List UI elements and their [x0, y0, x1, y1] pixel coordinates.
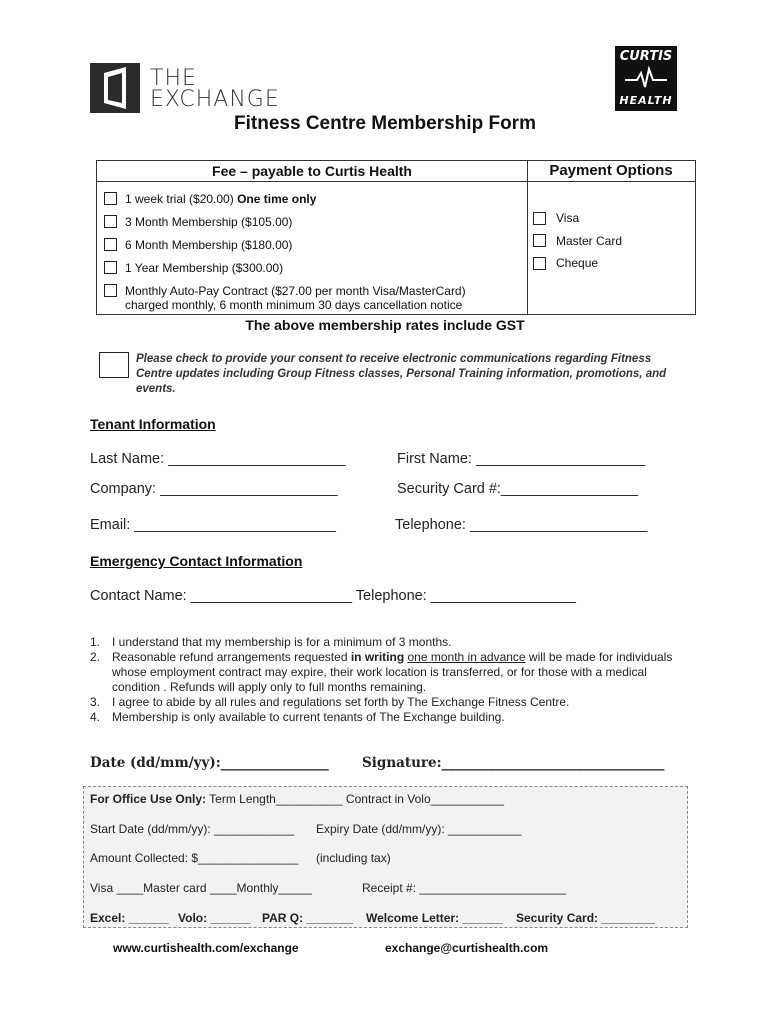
last-name-field[interactable]: Last Name: ______________________	[90, 451, 346, 467]
telephone-field[interactable]: Telephone: ______________________	[395, 517, 648, 533]
exchange-logo-line2: EXCHANGE	[150, 87, 280, 112]
curtis-logo-line2: HEALTH	[619, 94, 673, 107]
table-divider	[527, 181, 528, 314]
curtis-health-logo	[615, 46, 677, 111]
3-month-checkbox[interactable]	[104, 215, 117, 228]
exchange-logo-mark-icon	[90, 63, 140, 113]
exchange-logo-line1: THE	[150, 66, 197, 91]
list-item: 3. I agree to abide by all rules and regulations set forth by The Exchange Fitness Centre.	[90, 695, 570, 709]
including-tax-label: (including tax)	[316, 851, 391, 865]
fee-header: Fee – payable to Curtis Health	[97, 161, 528, 182]
amount-collected-field[interactable]: Amount Collected: $_______________	[90, 851, 299, 865]
consent-checkbox[interactable]	[99, 352, 129, 378]
mastercard-option-label: Master Card	[556, 234, 623, 248]
date-field[interactable]: Date (dd/mm/yy):________________	[90, 755, 329, 771]
footer-email-link[interactable]: exchange@curtishealth.com	[385, 941, 549, 955]
heartbeat-icon	[625, 65, 667, 91]
terms-list	[90, 635, 690, 725]
par-q-field[interactable]: PAR Q: _______	[262, 911, 354, 925]
welcome-letter-field[interactable]: Welcome Letter: ______	[366, 911, 503, 925]
email-field[interactable]: Email: _________________________	[90, 517, 336, 533]
trial-option-label: 1 week trial ($20.00) One time only	[125, 192, 317, 206]
list-item: 2. Reasonable refund arrangements requested in writing one month in advance will be made for individuals whose employment contract may expire, their work location is transferred, or for those with a medical condition . Refunds will apply only to full months remaining.	[90, 650, 673, 694]
6-month-checkbox[interactable]	[104, 238, 117, 251]
gst-note: The above membership rates include GST	[245, 317, 525, 333]
office-row-term: For Office Use Only: Term Length__________ Contract in Volo___________	[90, 792, 505, 806]
form-title: Fitness Centre Membership Form	[234, 113, 536, 134]
company-field[interactable]: Company: ______________________	[90, 481, 338, 497]
auto-pay-option-label: Monthly Auto-Pay Contract ($27.00 per month Visa/MasterCard) charged monthly, 6 month minimum 30 days cancellation notice	[125, 284, 466, 312]
expiry-date-field[interactable]: Expiry Date (dd/mm/yy): ___________	[316, 822, 522, 836]
security-card-field[interactable]: Security Card #:_________________	[397, 481, 639, 497]
payment-options-header: Payment Options	[527, 161, 695, 182]
list-item: 1. I understand that my membership is for a minimum of 3 months.	[90, 635, 452, 649]
visa-option-label: Visa	[556, 211, 580, 225]
fee-table	[96, 160, 696, 315]
cheque-option-label: Cheque	[556, 256, 599, 270]
excel-field[interactable]: Excel: ______	[90, 911, 169, 925]
consent-text: Please check to provide your consent to receive electronic communications regarding Fitness Centre updates including Group Fitness classes, Personal Training information, promotions, and events.	[136, 353, 667, 395]
office-security-card-field[interactable]: Security Card: ________	[516, 911, 655, 925]
mastercard-checkbox[interactable]	[533, 234, 546, 247]
emergency-contact-field[interactable]: Contact Name: ____________________ Telephone: __________________	[90, 588, 576, 604]
volo-field[interactable]: Volo: ______	[178, 911, 251, 925]
payment-type-field[interactable]: Visa ____Master card ____Monthly_____	[90, 881, 312, 895]
6-month-option-label: 6 Month Membership ($180.00)	[125, 238, 293, 252]
3-month-option-label: 3 Month Membership ($105.00)	[125, 215, 293, 229]
exchange-logo	[90, 63, 290, 115]
curtis-logo-line1: CURTIS	[619, 49, 673, 64]
1-year-option-label: 1 Year Membership ($300.00)	[125, 261, 284, 275]
cheque-checkbox[interactable]	[533, 257, 546, 270]
1-year-checkbox[interactable]	[104, 261, 117, 274]
start-date-field[interactable]: Start Date (dd/mm/yy): ____________	[90, 822, 295, 836]
signature-field[interactable]: Signature:_________________________________	[362, 755, 665, 771]
trial-checkbox[interactable]	[104, 192, 117, 205]
office-use-box	[83, 786, 688, 928]
list-item: 4. Membership is only available to current tenants of The Exchange building.	[90, 710, 505, 724]
visa-checkbox[interactable]	[533, 212, 546, 225]
footer-website-link[interactable]: www.curtishealth.com/exchange	[113, 941, 299, 955]
tenant-info-title: Tenant Information	[90, 416, 216, 432]
receipt-field[interactable]: Receipt #: ______________________	[362, 881, 567, 895]
first-name-field[interactable]: First Name: _____________________	[397, 451, 646, 467]
auto-pay-checkbox[interactable]	[104, 284, 117, 297]
emergency-contact-title: Emergency Contact Information	[90, 553, 303, 569]
